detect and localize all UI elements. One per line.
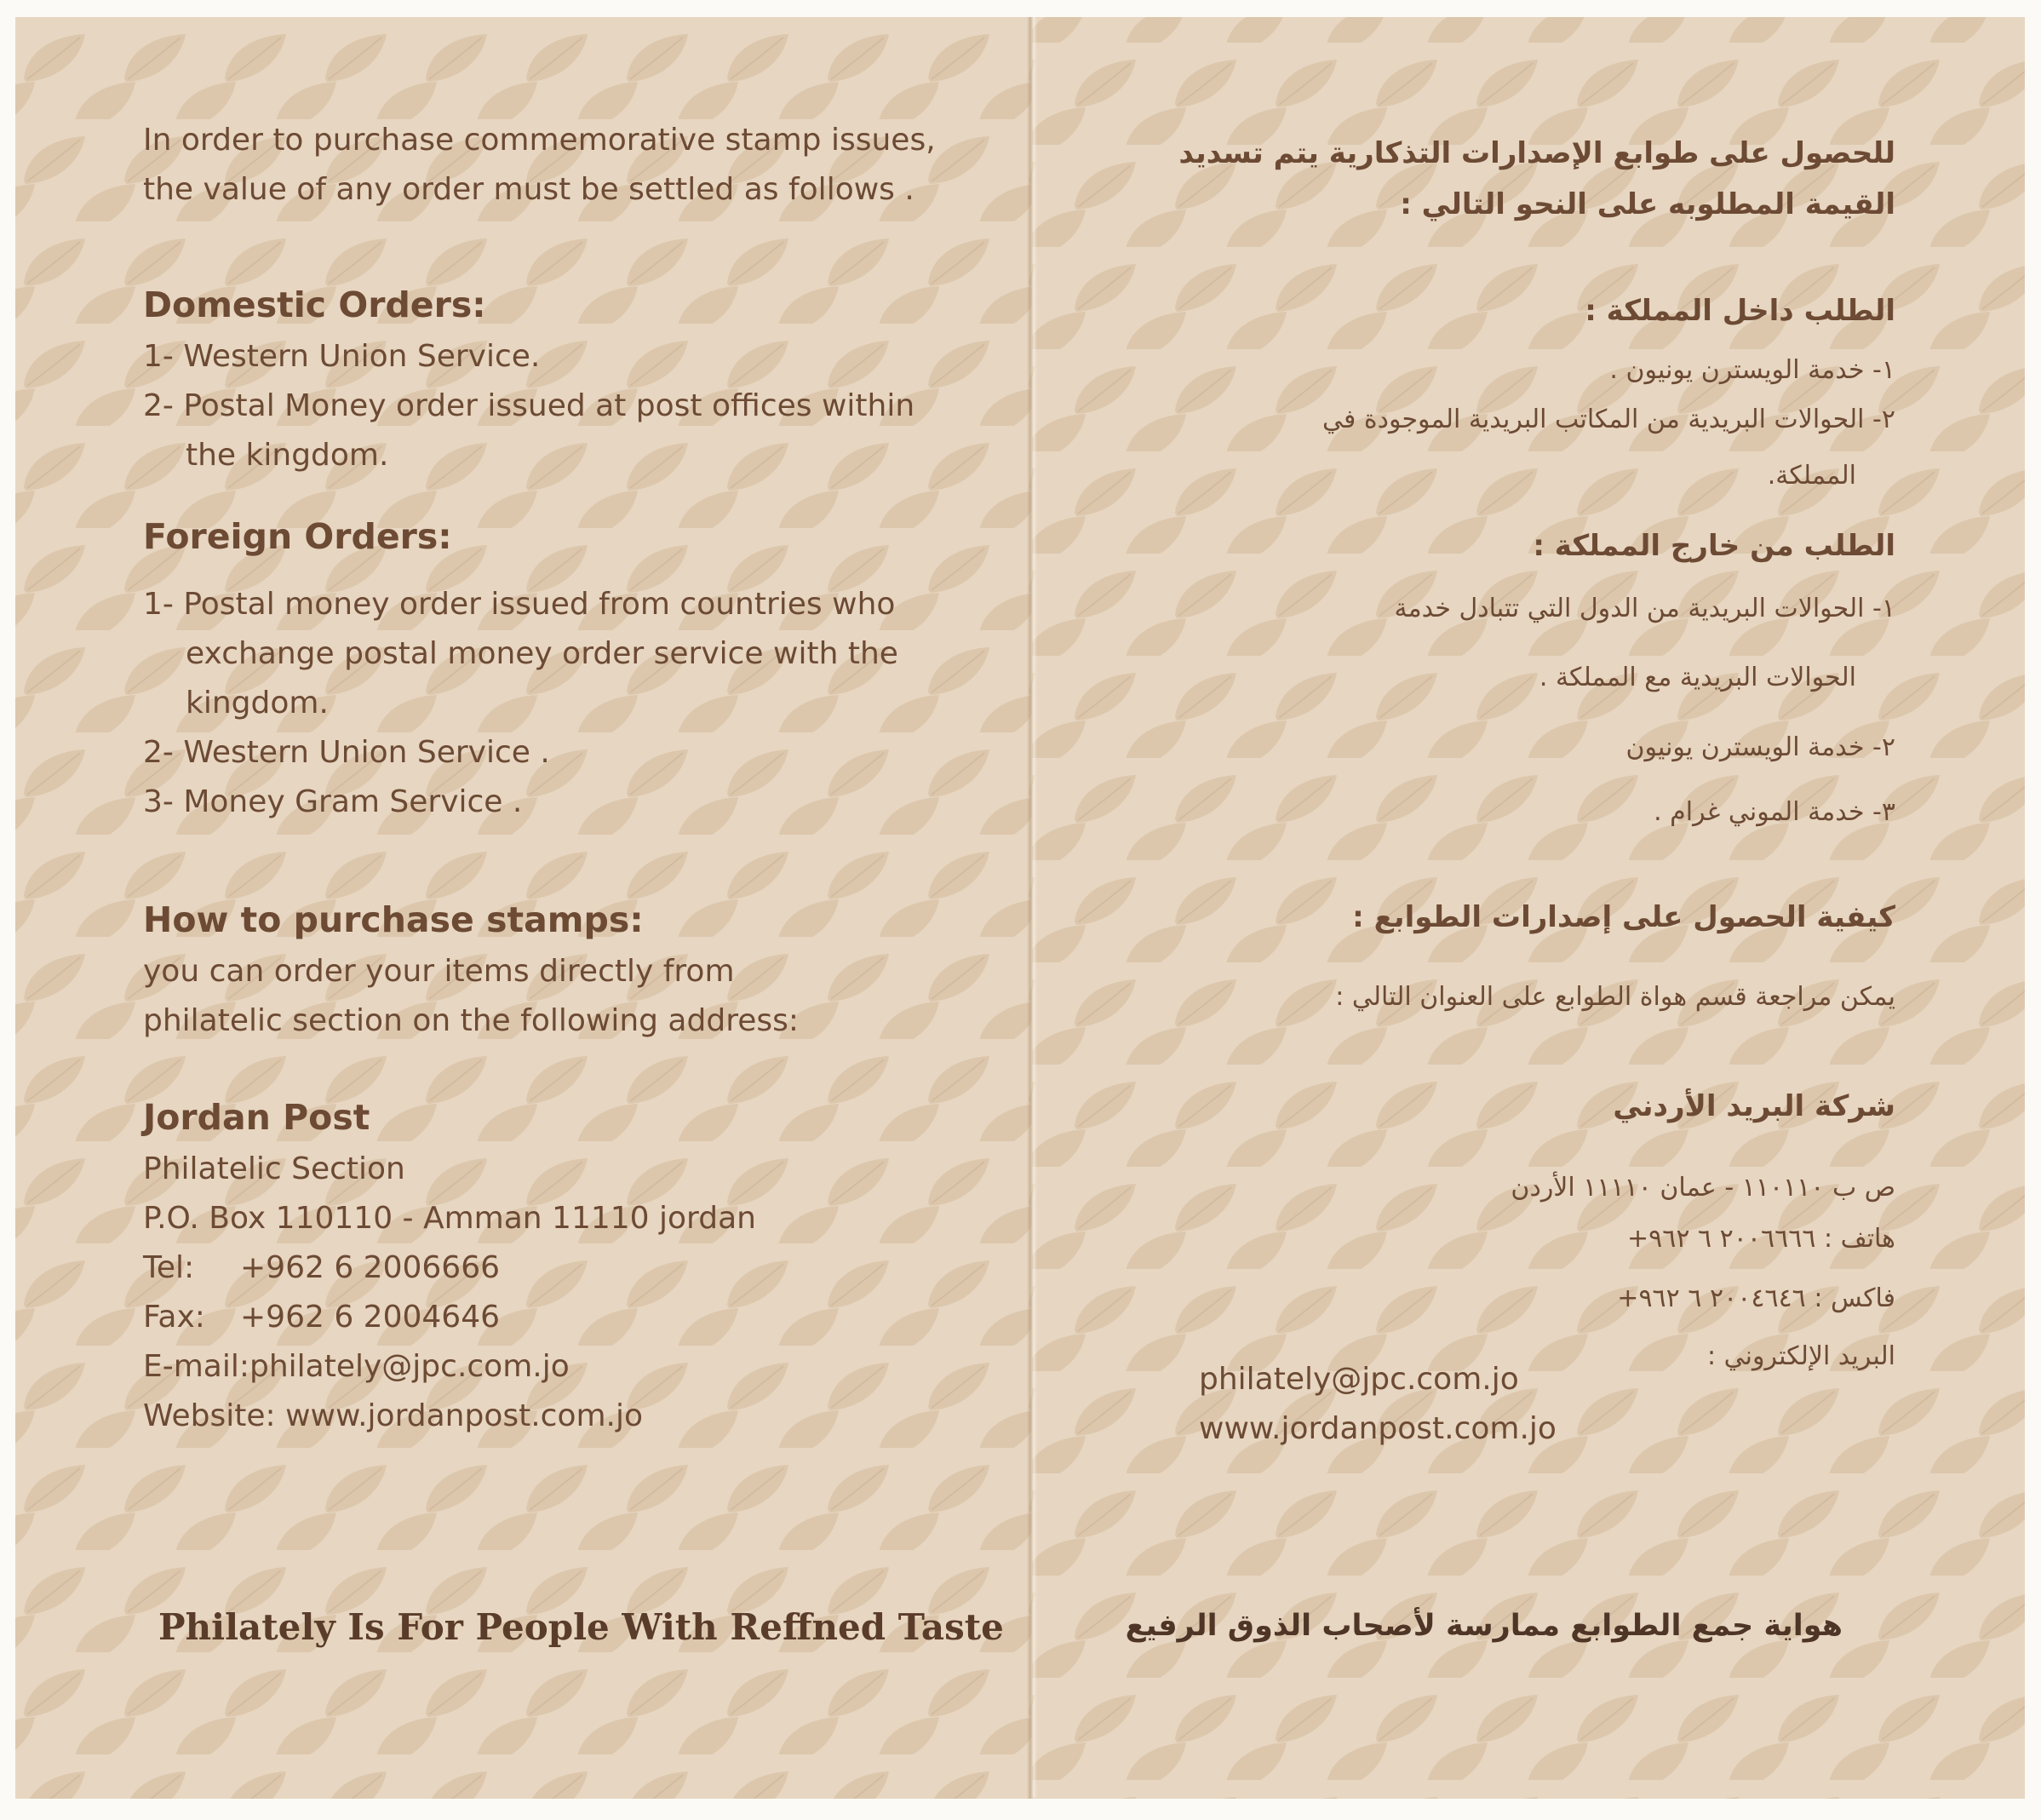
en-foreign-line-2: exchange postal money order service with the xyxy=(186,636,898,671)
ar-website: www.jordanpost.com.jo xyxy=(1199,1411,1557,1446)
ar-domestic-line-1: ١- خدمة الويسترن يونيون . xyxy=(1609,355,1895,385)
en-domestic-line-2: 2- Postal Money order issued at post offices within xyxy=(143,388,915,423)
en-email: E-mail:philately@jpc.com.jo xyxy=(143,1349,570,1384)
en-tagline: Philately Is For People With Reffned Taste xyxy=(158,1606,1004,1648)
en-howto-line-1: you can order your items directly from xyxy=(143,954,735,989)
en-foreign-line-4: 2- Western Union Service . xyxy=(143,735,550,770)
ar-intro-line-1: للحصول على طوابع الإصدارات التذكارية يتم تسديد xyxy=(1178,136,1895,170)
english-panel xyxy=(15,17,1032,1799)
en-foreign-line-1: 1- Postal money order issued from countries who xyxy=(143,587,896,622)
en-domestic-line-1: 1- Western Union Service. xyxy=(143,339,541,374)
ar-howto-heading: كيفية الحصول على إصدارات الطوابع : xyxy=(1352,900,1895,934)
en-website: Website: www.jordanpost.com.jo xyxy=(143,1398,644,1433)
en-foreign-line-3: kingdom. xyxy=(186,686,329,721)
en-domestic-line-3: the kingdom. xyxy=(186,438,389,473)
en-intro-line-1: In order to purchase commemorative stamp issues, xyxy=(143,123,936,158)
ar-tagline: هواية جمع الطوابع ممارسة لأصحاب الذوق الرفيع xyxy=(1125,1609,1843,1643)
en-section: Philatelic Section xyxy=(143,1151,405,1186)
ar-intro-line-2: القيمة المطلوبه على النحو التالي : xyxy=(1400,187,1895,221)
ar-email-label: البريد الإلكتروني : xyxy=(1707,1341,1895,1371)
ar-howto-line: يمكن مراجعة قسم هواة الطوابع على العنوان التالي : xyxy=(1335,982,1895,1012)
en-fax: +962 6 2004646 xyxy=(240,1300,500,1335)
ar-foreign-line-4: ٣- خدمة الموني غرام . xyxy=(1654,797,1895,827)
ar-company-name: شركة البريد الأردني xyxy=(1613,1089,1895,1123)
ar-fax: فاكس : ٢٠٠٤٦٤٦ ٦ ٩٦٢+ xyxy=(1617,1283,1895,1313)
en-company-name: Jordan Post xyxy=(143,1097,370,1138)
ar-domestic-heading: الطلب داخل المملكة : xyxy=(1585,294,1895,328)
ar-po-box: ص ب ١١٠١١٠ - عمان ١١١١٠ الأردن xyxy=(1511,1173,1895,1203)
ar-foreign-line-3: ٢- خدمة الويسترن يونيون xyxy=(1625,732,1895,762)
ar-foreign-line-1: ١- الحوالات البريدية من الدول التي تتبادل خدمة xyxy=(1394,594,1895,623)
en-po-box: P.O. Box 110110 - Amman 11110 jordan xyxy=(143,1201,756,1236)
arabic-panel xyxy=(1032,17,2025,1799)
en-tel-label: Tel: xyxy=(143,1250,195,1285)
en-intro-line-2: the value of any order must be settled as follows . xyxy=(143,172,914,207)
en-fax-label: Fax: xyxy=(143,1300,205,1335)
ar-domestic-line-3: المملكة. xyxy=(1767,461,1856,491)
en-foreign-heading: Foreign Orders: xyxy=(143,516,452,557)
center-fold xyxy=(1027,17,1037,1799)
ar-tel: هاتف : ٢٠٠٦٦٦٦ ٦ ٩٦٢+ xyxy=(1626,1224,1895,1254)
ar-foreign-line-2: الحوالات البريدية مع المملكة . xyxy=(1539,663,1856,692)
en-domestic-heading: Domestic Orders: xyxy=(143,284,486,325)
en-foreign-line-5: 3- Money Gram Service . xyxy=(143,784,523,819)
ar-domestic-line-2: ٢- الحوالات البريدية من المكاتب البريدية الموجودة في xyxy=(1322,405,1895,434)
en-tel: +962 6 2006666 xyxy=(240,1250,500,1285)
en-howto-heading: How to purchase stamps: xyxy=(143,899,644,940)
en-howto-line-2: philatelic section on the following address: xyxy=(143,1003,799,1038)
ar-email: philately@jpc.com.jo xyxy=(1199,1362,1519,1397)
ar-foreign-heading: الطلب من خارج المملكة : xyxy=(1533,529,1895,563)
